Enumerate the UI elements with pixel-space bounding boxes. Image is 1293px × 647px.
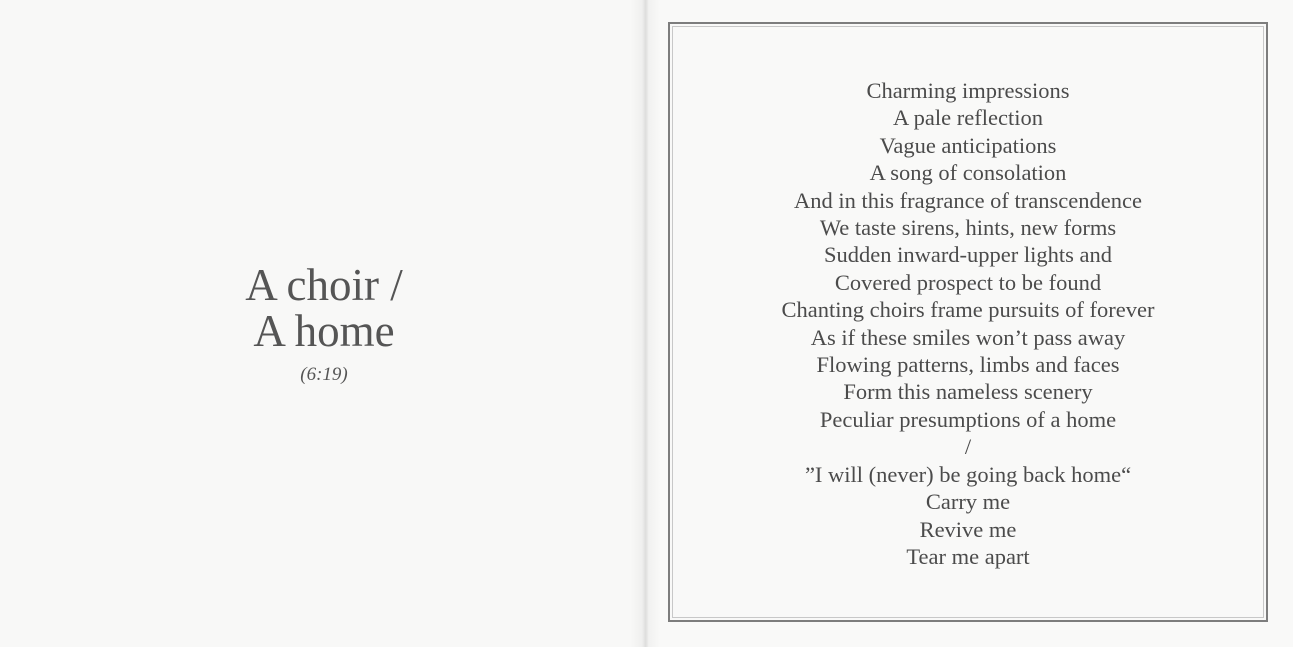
lyric-line: Charming impressions <box>866 78 1070 103</box>
lyric-line: As if these smiles won’t pass away <box>810 324 1126 350</box>
lyric-line: Sudden inward-upper lights and <box>823 242 1113 268</box>
lyric-line: Tear me apart <box>906 543 1030 569</box>
song-duration: (6:19) <box>300 364 348 385</box>
lyric-line: A song of consolation <box>869 160 1067 186</box>
lyric-line: Carry me <box>925 489 1011 515</box>
lyric-line: We taste sirens, hints, new forms <box>819 215 1117 241</box>
lyrics-frame <box>668 22 1268 622</box>
song-title-line-2: A home <box>253 306 395 356</box>
lyric-line: Flowing patterns, limbs and faces <box>816 352 1120 378</box>
lyric-line: ”I will (never) be going back home“ <box>804 461 1132 487</box>
lyric-line: Revive me <box>919 516 1017 542</box>
lyric-line: Covered prospect to be found <box>834 269 1102 295</box>
lyrics-text <box>670 77 1266 570</box>
lyric-line: A pale reflection <box>893 105 1043 131</box>
lyric-line: And in this fragrance of transcendence <box>794 187 1142 213</box>
song-title-block <box>174 262 474 386</box>
lyric-line: Chanting choirs frame pursuits of forever <box>781 297 1155 323</box>
lyric-line: Form this nameless scenery <box>843 379 1093 405</box>
lyric-separator: / <box>964 434 972 460</box>
lyric-line: Vague anticipations <box>879 132 1057 158</box>
left-page <box>0 0 644 647</box>
song-title-line-1: A choir / <box>245 260 403 310</box>
lyric-line: Peculiar presumptions of a home <box>819 406 1117 432</box>
page-gutter <box>630 0 660 647</box>
